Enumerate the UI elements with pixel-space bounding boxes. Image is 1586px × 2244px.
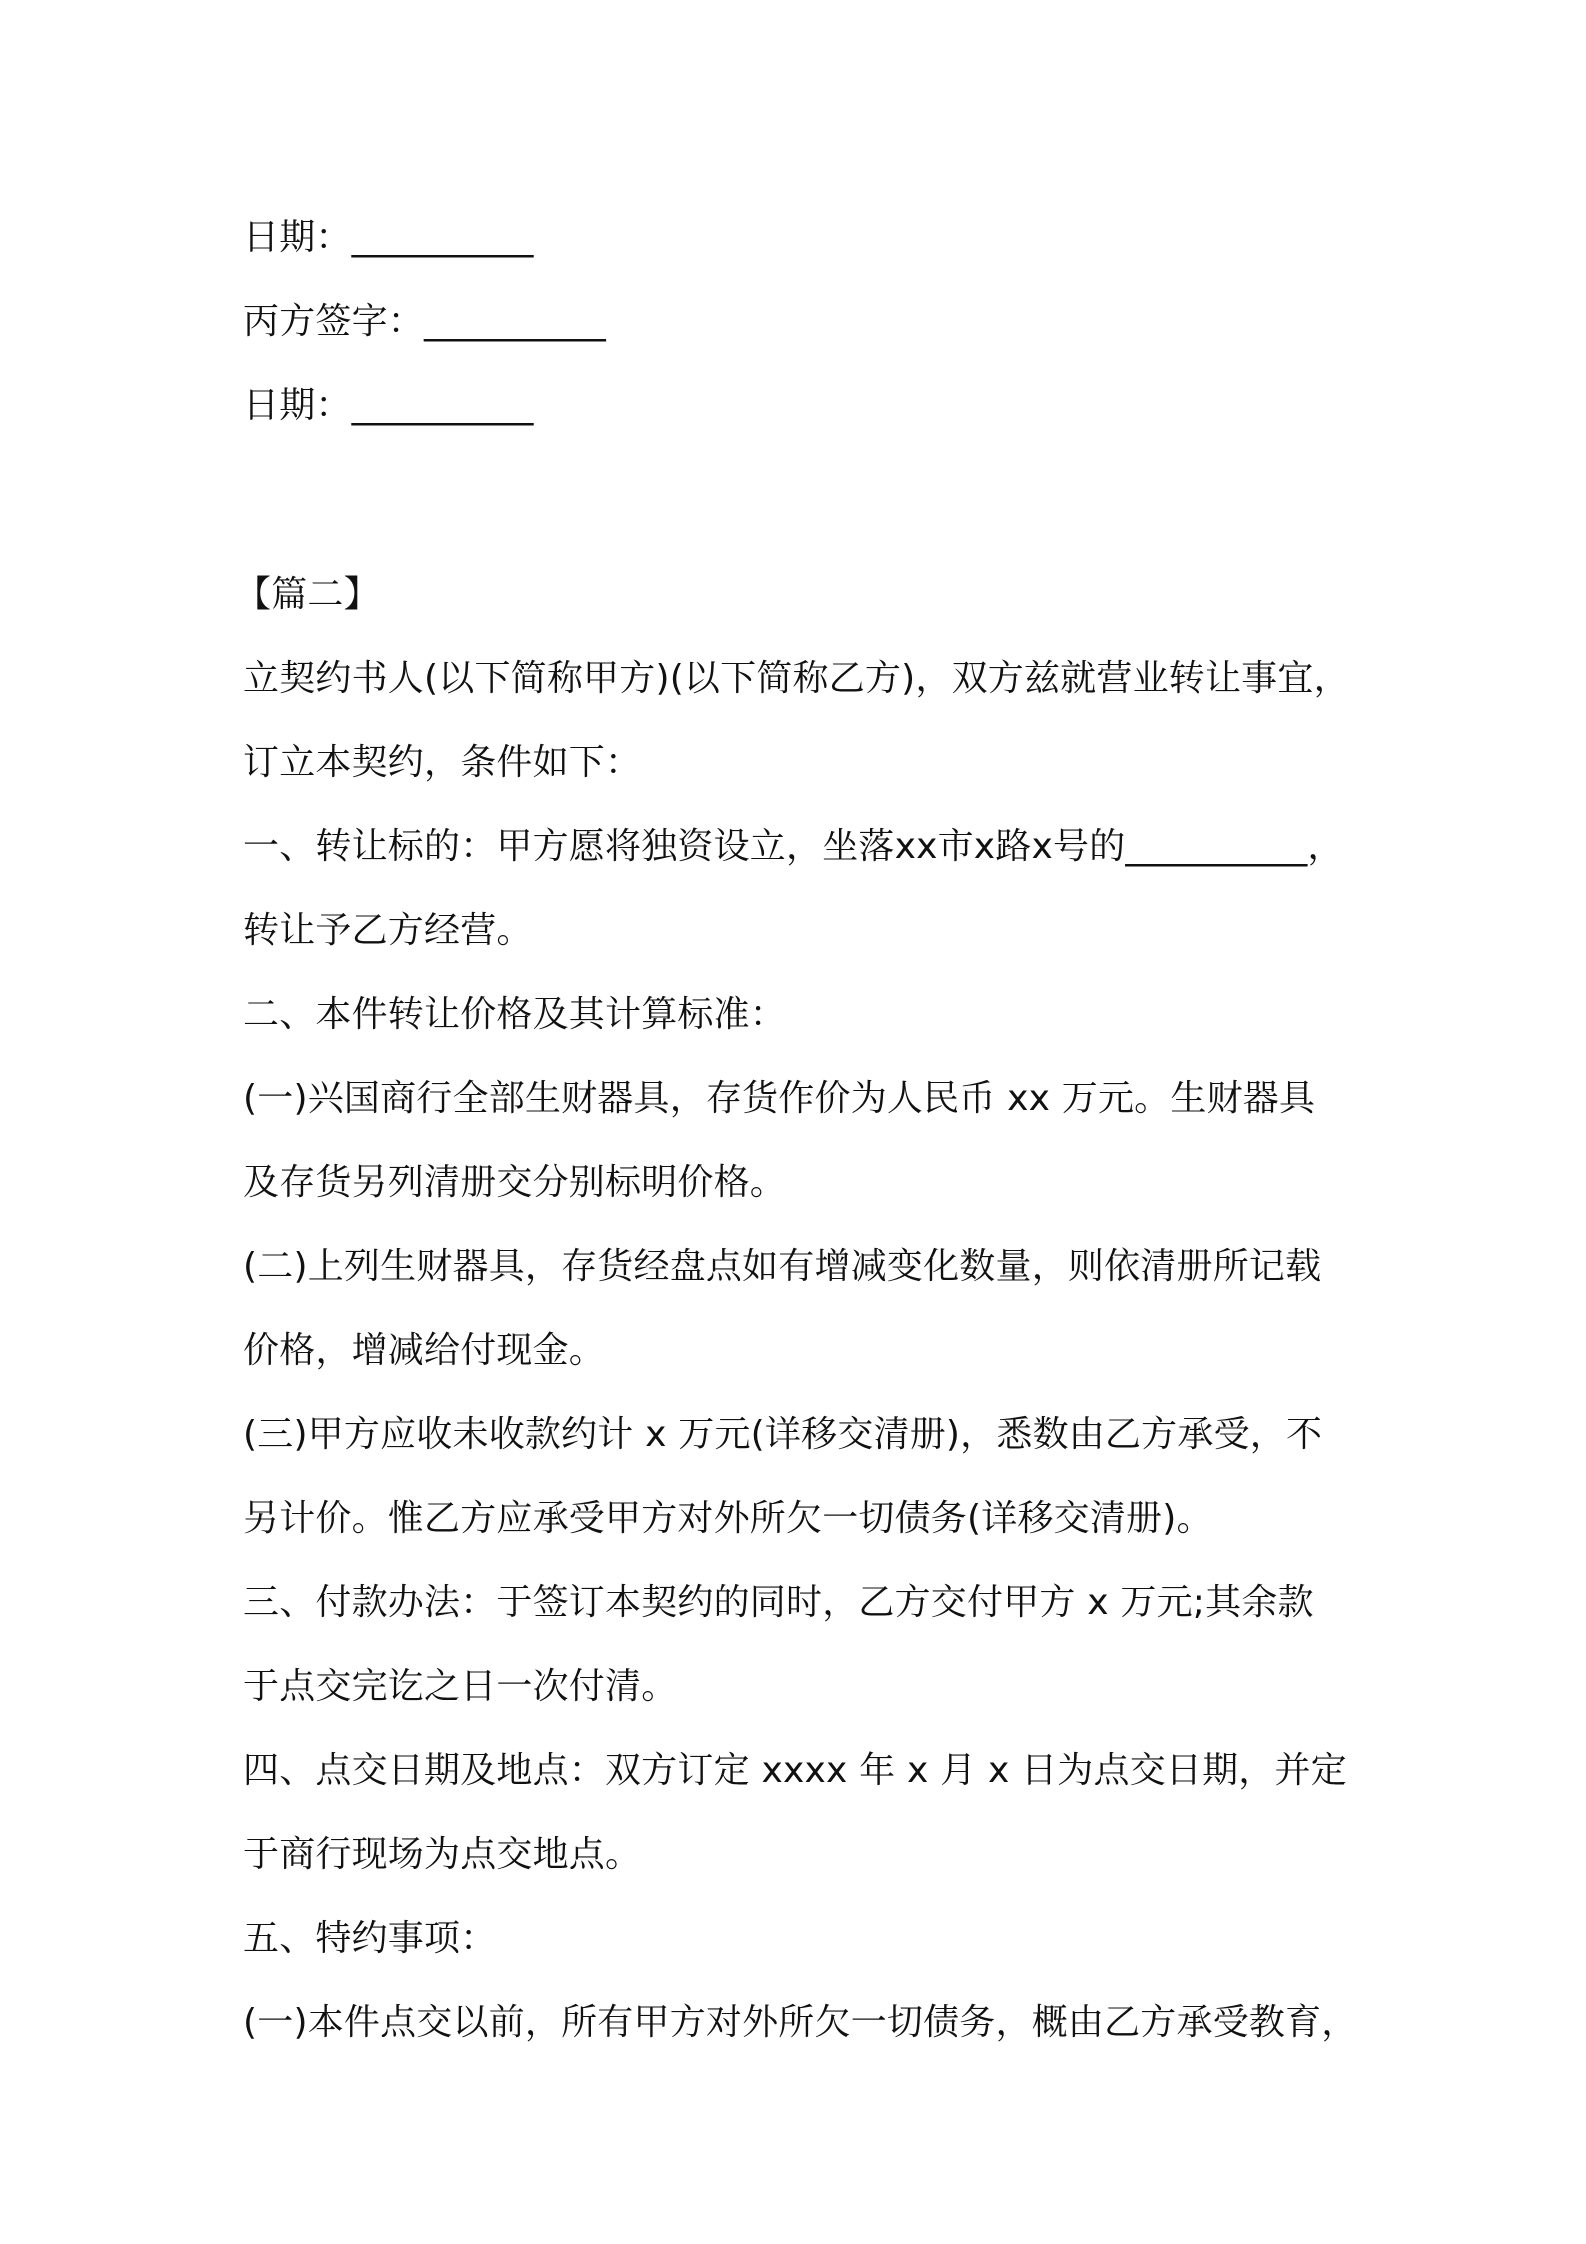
paragraph-line: (一)本件点交以前，所有甲方对外所欠一切债务，概由乙方承受教育， [243,2002,1358,2043]
paragraph-line: 及存货另列清册交分别标明价格。 [243,1162,787,1203]
paragraph-line: 五、特约事项： [243,1918,497,1959]
paragraph-line: 三、付款办法：于签订本契约的同时，乙方交付甲方 x 万元;其余款 [243,1582,1314,1623]
paragraph-line: 一、转让标的：甲方愿将独资设立，坐落xx市x路x号的__________， [243,826,1344,867]
party-c-signature-line: 丙方签字：__________ [243,301,607,342]
date-line: 日期：__________ [243,217,534,258]
paragraph-line: 立契约书人(以下简称甲方)(以下简称乙方)，双方兹就营业转让事宜， [243,658,1350,699]
section-spacer [243,448,1363,553]
paragraph-line: (三)甲方应收未收款约计 x 万元(详移交清册)，悉数由乙方承受，不 [243,1414,1323,1455]
paragraph-line: 四、点交日期及地点：双方订定 xxxx 年 x 月 x 日为点交日期，并定 [243,1750,1347,1791]
paragraph-line: 另计价。惟乙方应承受甲方对外所欠一切债务(详移交清册)。 [243,1498,1213,1539]
paragraph-line: 于点交完讫之日一次付清。 [243,1666,678,1707]
paragraph-line: (二)上列生财器具，存货经盘点如有增减变化数量，则依清册所记载 [243,1246,1322,1287]
date-line: 日期：__________ [243,385,534,426]
paragraph-line: 于商行现场为点交地点。 [243,1834,642,1875]
section-heading: 【篇二】 [235,574,380,615]
paragraph-line: 转让予乙方经营。 [243,910,533,951]
paragraph-line: 订立本契约，条件如下： [243,742,642,783]
paragraph-line: (一)兴国商行全部生财器具，存货作价为人民币 xx 万元。生财器具 [243,1078,1316,1119]
document-body [235,196,1363,2065]
paragraph-line: 价格，增减给付现金。 [243,1330,606,1371]
paragraph-line: 二、本件转让价格及其计算标准： [243,994,787,1035]
